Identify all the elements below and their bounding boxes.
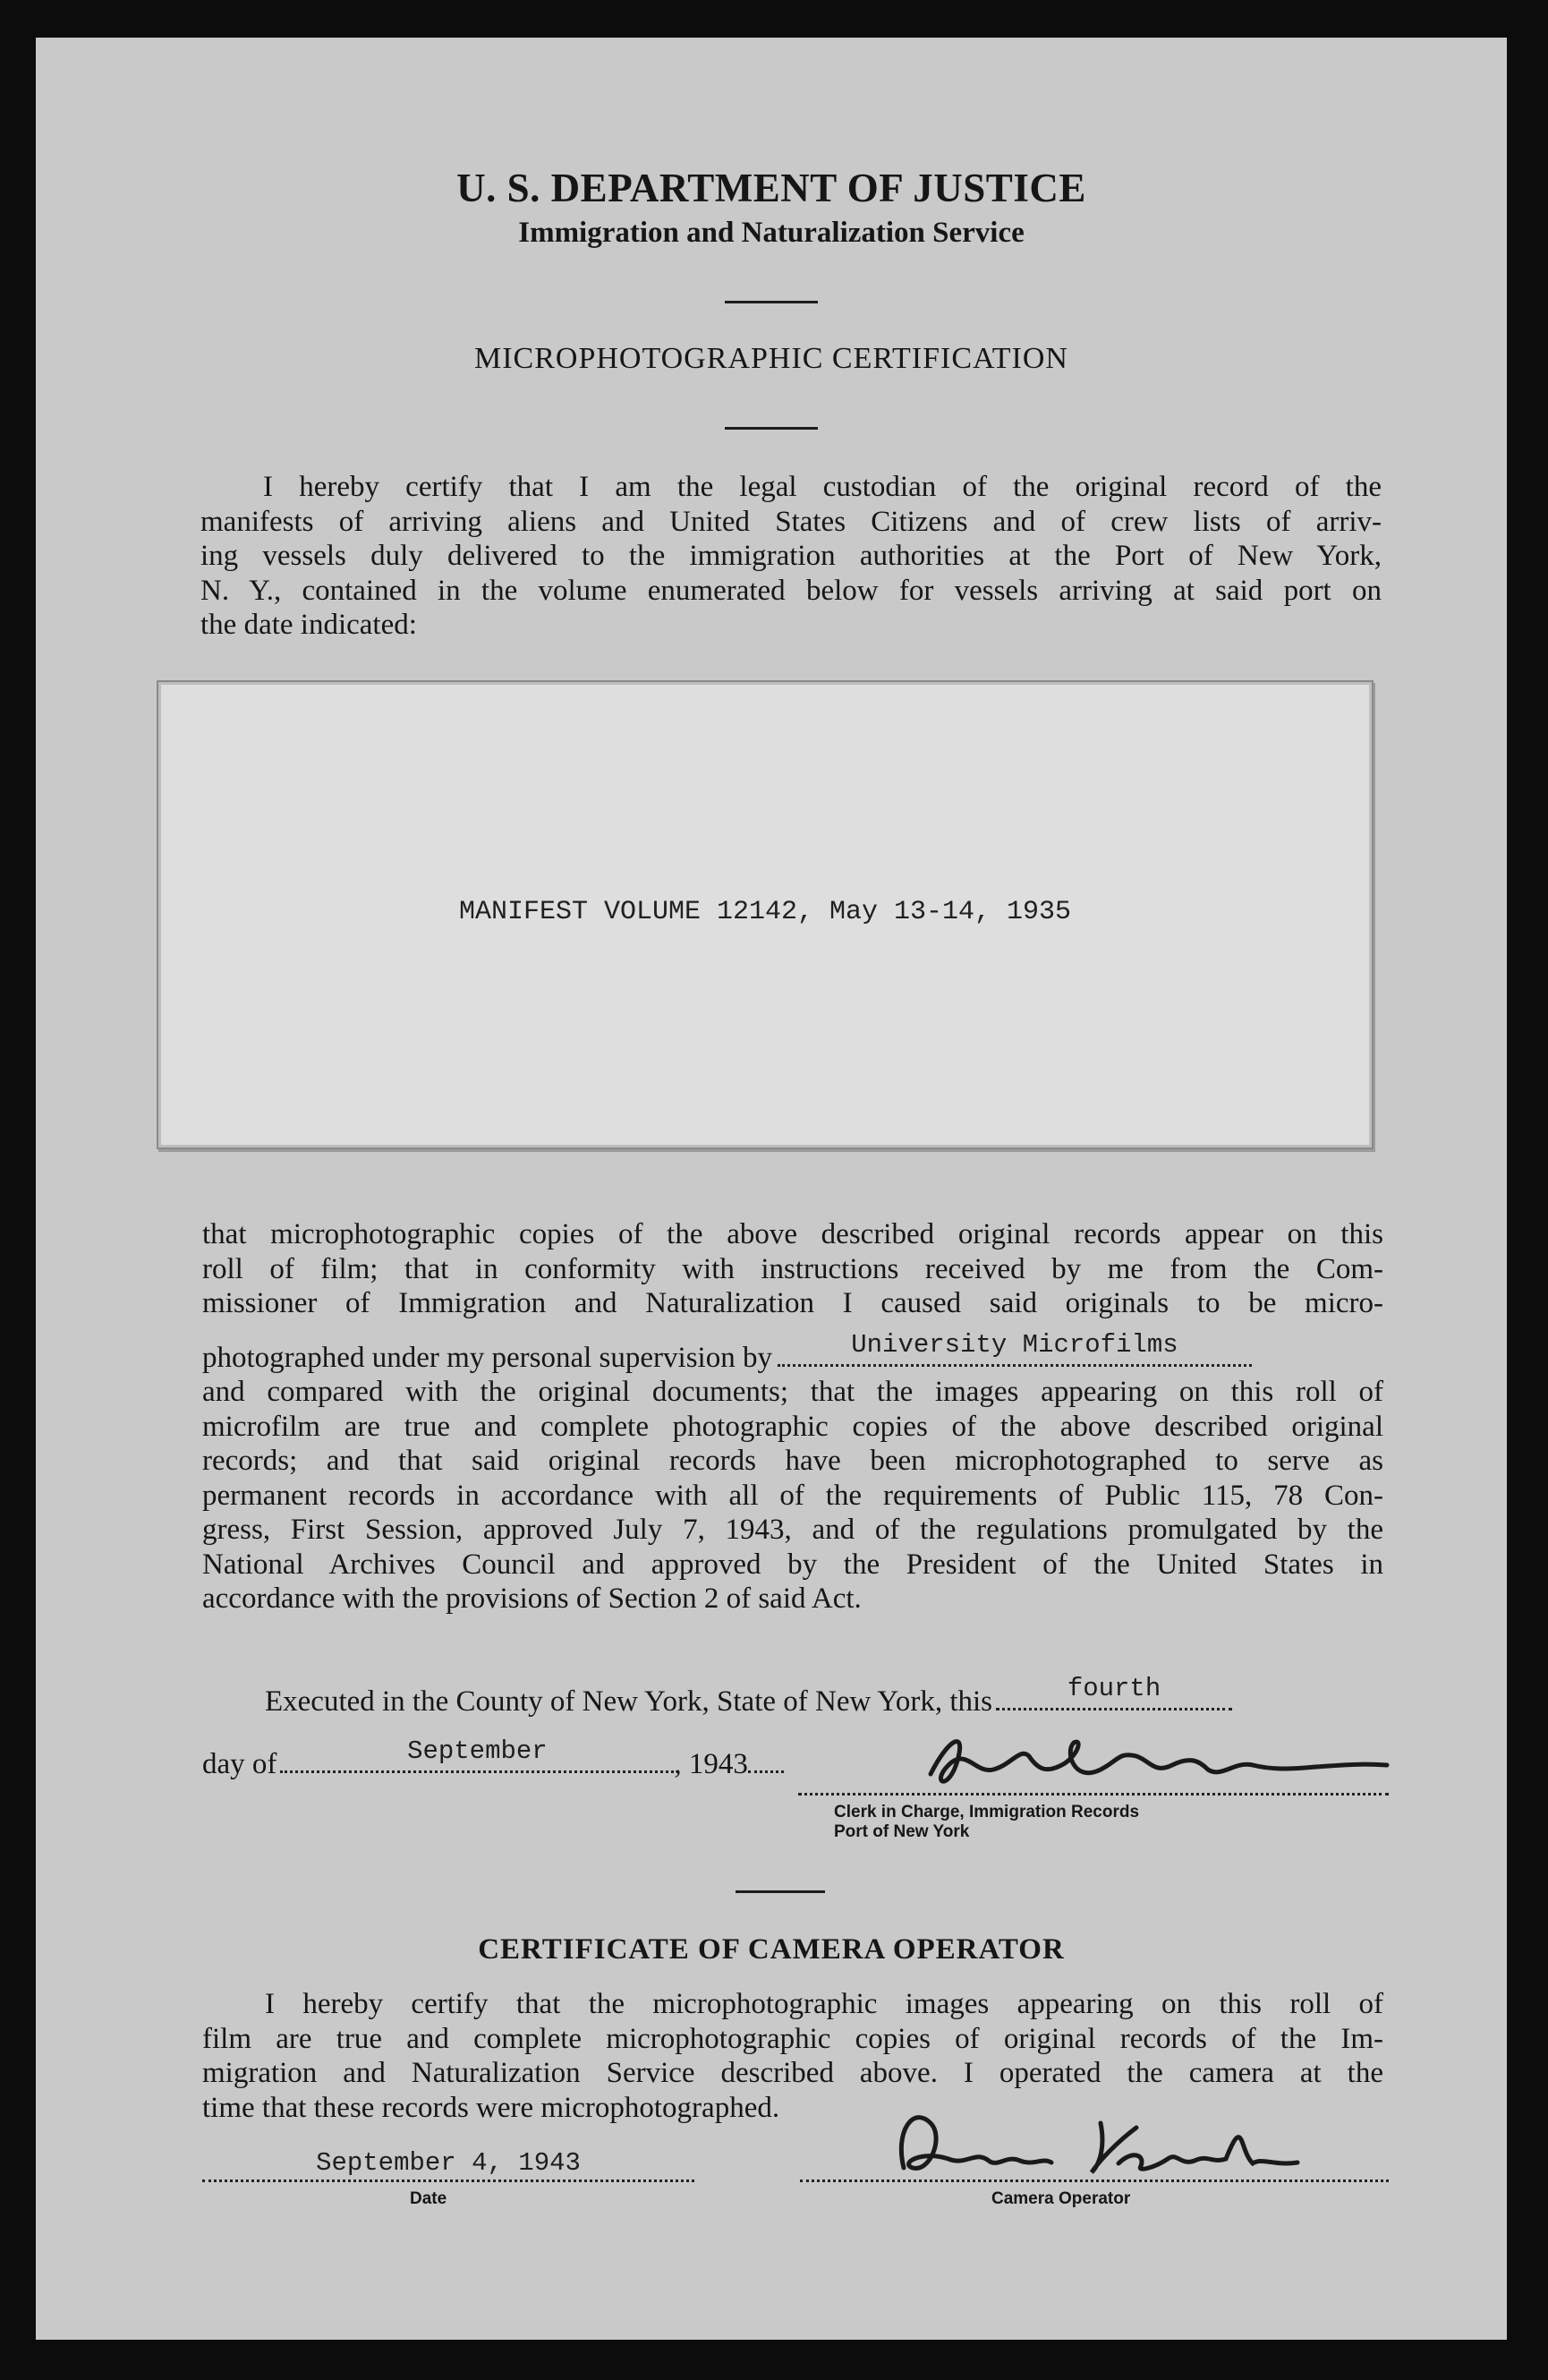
- manifest-volume-text: MANIFEST VOLUME 12142, May 13-14, 1935: [458, 897, 1072, 927]
- clerk-signature: [895, 1720, 1396, 1810]
- service-subtitle: Immigration and Naturalization Service: [518, 217, 1025, 249]
- operator-caption: Camera Operator: [991, 2189, 1131, 2208]
- body-line: National Archives Council and approved by the President of the United States in: [202, 1548, 1383, 1581]
- intro-line: I hereby certify that I am the legal custodian of the original record of the: [263, 471, 1382, 503]
- body-line: accordance with the provisions of Section 2 of said Act.: [202, 1582, 862, 1615]
- day-of-label: day of: [202, 1748, 277, 1780]
- date-caption: Date: [410, 2189, 447, 2208]
- month-field: [280, 1736, 674, 1773]
- operator-signature-line: [800, 2179, 1389, 2182]
- supervision-prefix: photographed under my personal supervision by: [202, 1342, 772, 1374]
- executed-prefix: Executed in the County of New York, State of New York, this: [265, 1685, 993, 1718]
- body-paragraph-b: [202, 1375, 1383, 1617]
- body-line: roll of film; that in conformity with instructions received by me from the Com-: [202, 1252, 1383, 1285]
- clerk-port: Port of New York: [834, 1822, 970, 1841]
- month-value: September: [407, 1736, 548, 1766]
- divider-middle: [725, 427, 818, 430]
- camera-line: time that these records were microphotographed.: [202, 2091, 780, 2124]
- divider-bottom: [736, 1890, 825, 1893]
- intro-line: ing vessels duly delivered to the immigration authorities at the Port of New York,: [200, 540, 1382, 572]
- day-of-line: [202, 1736, 918, 1782]
- year-text: , 1943: [674, 1748, 748, 1780]
- supervision-line: [202, 1329, 1383, 1376]
- year-trail: [748, 1770, 784, 1773]
- date-field: [202, 2148, 694, 2182]
- body-line: records; and that said original records have been microphotographed to serve as: [202, 1445, 1383, 1477]
- camera-line: film are true and complete microphotographic copies of original records of the Im-: [202, 2022, 1383, 2055]
- certification-title: MICROPHOTOGRAPHIC CERTIFICATION: [473, 342, 1068, 375]
- body-line: permanent records in accordance with all of the requirements of Public 115, 78 Con-: [202, 1479, 1383, 1512]
- clerk-caption: [834, 1803, 1139, 1842]
- body-line: and compared with the original documents; that the images appearing on this roll of: [202, 1376, 1383, 1408]
- body-line: missioner of Immigration and Naturalization I caused said originals to be micro-: [202, 1287, 1383, 1319]
- body-line: microfilm are true and complete photographic copies of the above described original: [202, 1410, 1383, 1443]
- clerk-signature-line: [798, 1792, 1389, 1796]
- divider-top: [725, 301, 818, 303]
- executed-line: [265, 1673, 1392, 1719]
- camera-line: I hereby certify that the microphotographic images appearing on this roll of: [265, 1988, 1383, 2020]
- department-title: U. S. DEPARTMENT OF JUSTICE: [456, 166, 1086, 210]
- clerk-title: Clerk in Charge, Immigration Records: [834, 1803, 1140, 1821]
- certificate-page: [36, 38, 1507, 2340]
- supervision-value: University Microfilms: [851, 1329, 1178, 1360]
- intro-line: N. Y., contained in the volume enumerated below for vessels arriving at said port on: [200, 574, 1382, 607]
- manifest-volume-box: [157, 680, 1374, 1149]
- intro-line: the date indicated:: [200, 609, 417, 641]
- camera-line: migration and Naturalization Service described above. I operated the camera at the: [202, 2057, 1383, 2089]
- body-paragraph-a: [202, 1217, 1383, 1321]
- body-line: that microphotographic copies of the above described original records appear on this: [202, 1218, 1383, 1250]
- intro-line: manifests of arriving aliens and United States Citizens and of crew lists of arriv-: [200, 505, 1382, 538]
- date-value: September 4, 1943: [316, 2148, 581, 2178]
- camera-operator-heading: CERTIFICATE OF CAMERA OPERATOR: [478, 1933, 1065, 1966]
- body-line: gress, First Session, approved July 7, 1943, and of the regulations promulgated by the: [202, 1514, 1383, 1546]
- intro-paragraph: [200, 470, 1382, 643]
- day-value: fourth: [1067, 1673, 1161, 1703]
- supervision-field: [778, 1329, 1252, 1367]
- day-field: [996, 1673, 1232, 1710]
